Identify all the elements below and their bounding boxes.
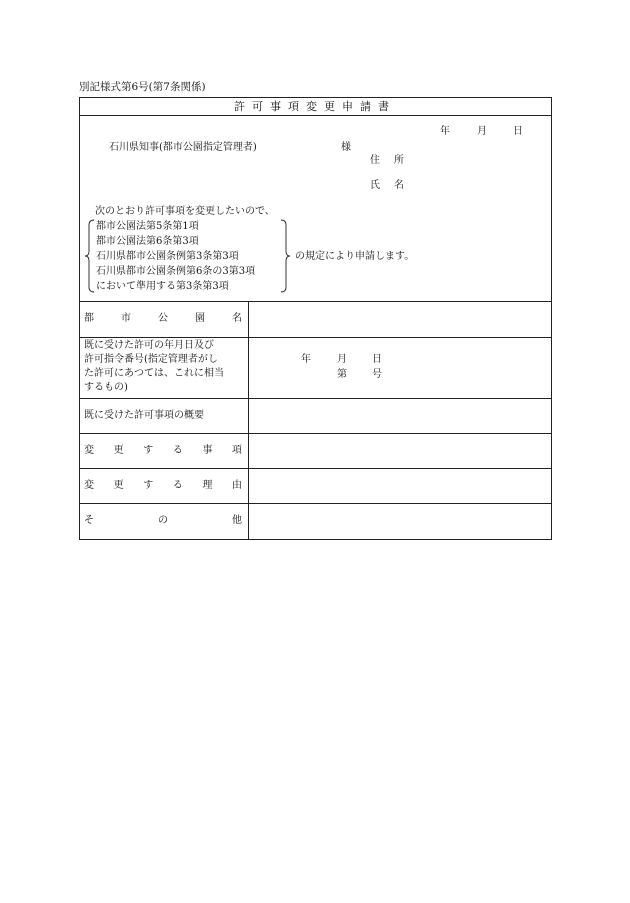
form-id: 別記様式第6号(第7条関係) bbox=[79, 81, 206, 93]
other-label bbox=[84, 516, 242, 526]
prior-permit-label-line: 既に受けた許可の年月日及び bbox=[84, 340, 214, 351]
label-char: 更 bbox=[113, 480, 124, 491]
label-char: 由 bbox=[231, 480, 242, 491]
row-divider bbox=[79, 337, 552, 338]
label-char: る bbox=[172, 480, 183, 491]
label-char: 名 bbox=[232, 313, 242, 324]
prior-permit-label-line: た許可にあつては、これに相当 bbox=[84, 368, 224, 379]
permit-number-prefix: 第 bbox=[337, 369, 347, 380]
column-divider bbox=[248, 301, 249, 539]
prior-permit-year: 年 bbox=[301, 354, 311, 365]
legal-basis-item: において準用する第3条第3項 bbox=[96, 281, 229, 292]
prior-permit-label-line: 許可指令番号(指定管理者がし bbox=[84, 354, 218, 365]
closing-text: の規定により申請します。 bbox=[295, 251, 415, 262]
row-divider bbox=[79, 301, 552, 302]
label-char: 事 bbox=[202, 445, 213, 456]
row-divider bbox=[79, 398, 552, 399]
name-label bbox=[370, 180, 418, 191]
name-char: 氏名 bbox=[370, 180, 418, 191]
change-reason-label bbox=[84, 481, 242, 491]
label-char: 理 bbox=[202, 480, 213, 491]
table-border-left bbox=[79, 97, 80, 540]
address-char-1: 住所 bbox=[370, 155, 418, 166]
permit-number-suffix: 号 bbox=[372, 369, 382, 380]
label-char: そ bbox=[84, 515, 94, 526]
label-char: る bbox=[172, 445, 183, 456]
row-divider bbox=[79, 503, 552, 504]
prior-permit-label-line: するもの) bbox=[84, 382, 128, 393]
legal-basis-item: 石川県都市公園条例第6条の3第3項 bbox=[96, 266, 256, 277]
right-brace bbox=[279, 219, 291, 293]
address-label bbox=[370, 155, 418, 166]
label-char: の bbox=[158, 515, 168, 526]
label-char: 変 bbox=[84, 480, 94, 491]
label-char: 変 bbox=[84, 445, 94, 456]
park-name-label bbox=[84, 314, 242, 324]
row-divider bbox=[79, 433, 552, 434]
label-char: 項 bbox=[231, 445, 242, 456]
left-brace bbox=[84, 219, 96, 293]
table-border-top bbox=[79, 97, 552, 98]
legal-basis-item: 都市公園法第6条第3項 bbox=[96, 236, 199, 247]
legal-basis-item: 都市公園法第5条第1項 bbox=[96, 221, 199, 232]
label-char: 都 bbox=[84, 313, 94, 324]
label-char: す bbox=[143, 445, 154, 456]
honorific: 様 bbox=[341, 142, 351, 153]
label-char: す bbox=[143, 480, 154, 491]
title-divider bbox=[79, 115, 552, 116]
addressee: 石川県知事(都市公園指定管理者) bbox=[109, 142, 257, 153]
prior-permit-day: 日 bbox=[372, 354, 382, 365]
label-char: 園 bbox=[195, 313, 205, 324]
row-divider bbox=[79, 468, 552, 469]
table-border-right bbox=[551, 97, 552, 540]
date-day: 日 bbox=[513, 126, 523, 137]
label-char: 公 bbox=[158, 313, 168, 324]
label-char: 他 bbox=[232, 515, 242, 526]
intro-text: 次のとおり許可事項を変更したいので、 bbox=[95, 206, 275, 217]
label-char: 市 bbox=[121, 313, 131, 324]
date-year: 年 bbox=[440, 126, 450, 137]
prior-summary-label: 既に受けた許可事項の概要 bbox=[84, 410, 204, 421]
table-border-bottom bbox=[79, 539, 552, 540]
date-month: 月 bbox=[477, 126, 487, 137]
change-items-label bbox=[84, 446, 242, 456]
label-char: 更 bbox=[113, 445, 124, 456]
form-title: 許可事項変更申請書 bbox=[234, 100, 396, 113]
prior-permit-month: 月 bbox=[337, 354, 347, 365]
legal-basis-item: 石川県都市公園条例第3条第3項 bbox=[96, 251, 239, 262]
